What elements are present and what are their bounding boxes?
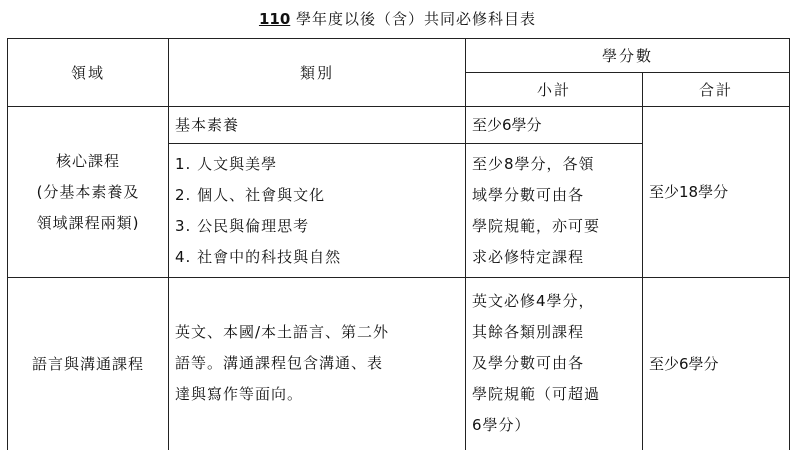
subtotal-line: 其餘各類別課程 xyxy=(472,323,585,342)
core-area-cell xyxy=(8,107,169,278)
subtotal-line: 學院規範，亦可要 xyxy=(472,216,601,235)
header-category: 類別 xyxy=(169,39,466,107)
core-domain-list xyxy=(169,144,466,278)
list-item: 1. 人文與美學 xyxy=(175,154,278,173)
category-line: 達與寫作等面向。 xyxy=(175,385,304,404)
required-courses-table xyxy=(7,38,790,450)
language-subtotal xyxy=(466,278,643,450)
language-area: 語言與溝通課程 xyxy=(8,278,169,450)
core-basic-category: 基本素養 xyxy=(169,107,466,144)
subtotal-line: 域學分數可由各 xyxy=(472,185,585,204)
subtotal-line: 英文必修4學分， xyxy=(472,292,595,311)
category-line: 英文、本國/本土語言、第二外 xyxy=(175,323,390,342)
core-total: 至少18學分 xyxy=(643,107,790,278)
subtotal-line: 學院規範（可超過 xyxy=(472,385,601,404)
header-subtotal: 小計 xyxy=(466,73,643,107)
core-area-line: (分基本素養及 xyxy=(36,182,140,201)
subtotal-line: 及學分數可由各 xyxy=(472,354,585,373)
header-total: 合計 xyxy=(643,73,790,107)
header-area: 領域 xyxy=(8,39,169,107)
core-domain-subtotal xyxy=(466,144,643,278)
core-area-line: 領域課程兩類) xyxy=(36,213,140,232)
category-line: 語等。溝通課程包含溝通、表 xyxy=(175,354,384,373)
list-item: 3. 公民與倫理思考 xyxy=(175,216,310,235)
subtotal-line: 求必修特定課程 xyxy=(472,247,585,266)
core-basic-subtotal: 至少6學分 xyxy=(466,107,643,144)
title-year: 110 xyxy=(258,10,291,28)
list-item: 4. 社會中的科技與自然 xyxy=(175,247,342,266)
language-category xyxy=(169,278,466,450)
core-area-line: 核心課程 xyxy=(55,151,120,170)
language-total: 至少6學分 xyxy=(643,278,790,450)
header-credits: 學分數 xyxy=(466,39,790,73)
subtotal-line: 至少8學分，各領 xyxy=(472,154,595,173)
list-item: 2. 個人、社會與文化 xyxy=(175,185,326,204)
table-title xyxy=(0,9,795,29)
subtotal-line: 6學分） xyxy=(472,416,531,435)
title-text: 學年度以後（含）共同必修科目表 xyxy=(290,10,537,28)
